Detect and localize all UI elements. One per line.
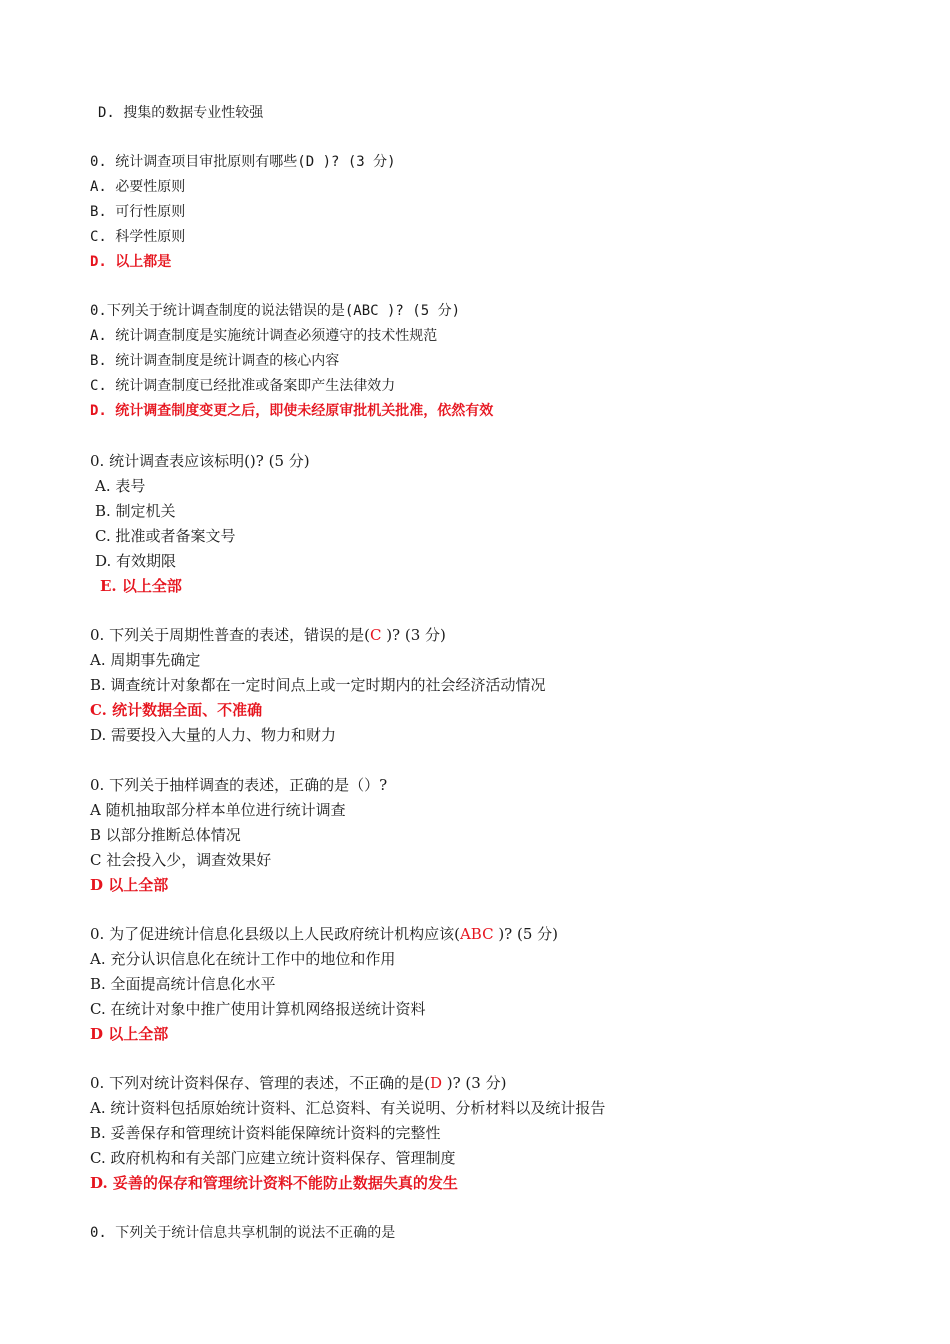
q4-option-d: D. 需要投入大量的人力、物力和财力 [90,726,337,744]
q3-option-a: A. 表号 [95,477,146,495]
q2-option-b: B. 统计调查制度是统计调查的核心内容 [90,353,340,369]
q7-score: )? (3 分) [441,1074,507,1092]
question-2: 0.下列关于统计调查制度的说法错误的是(ABC )? (5 分) [90,303,461,319]
q5-option-a: A 随机抽取部分样本单位进行统计调查 [90,801,346,819]
question-3: 0. 统计调查表应该标明()? (5 分) [90,452,310,470]
q5-option-d-answer: D 以上全部 [90,876,169,894]
q7-answer: D [429,1074,442,1092]
q6-option-c: C. 在统计对象中推广使用计算机网络报送统计资料 [90,1000,426,1018]
question-6 [90,924,558,944]
q1-option-a: A. 必要性原则 [90,179,186,195]
q1-option-d-answer: D. 以上都是 [90,254,172,270]
question-7 [90,1073,506,1093]
q6-option-d-answer: D 以上全部 [90,1025,169,1043]
option-d-prev: D. 搜集的数据专业性较强 [98,105,264,121]
q7-text: 0. 下列对统计资料保存、管理的表述，不正确的是( [90,1074,430,1092]
q3-option-e-answer: E. 以上全部 [100,577,182,595]
q4-option-b: B. 调查统计对象都在一定时间点上或一定时期内的社会经济活动情况 [90,676,546,694]
q5-option-c: C 社会投入少，调查效果好 [90,851,272,869]
q1-option-c: C. 科学性原则 [90,229,186,245]
q3-option-b: B. 制定机关 [95,502,176,520]
q4-score: )? (3 分) [381,626,446,644]
question-1: 0. 统计调查项目审批原则有哪些(D )? (3 分) [90,154,396,170]
q5-option-b: B 以部分推断总体情况 [90,826,241,844]
q2-option-c: C. 统计调查制度已经批准或备案即产生法律效力 [90,378,396,394]
q4-answer: C [369,626,382,644]
question-8: 0. 下列关于统计信息共享机制的说法不正确的是 [90,1225,396,1241]
q4-text: 0. 下列关于周期性普查的表述，错误的是( [90,626,370,644]
q4-option-c-answer: C. 统计数据全面、不准确 [90,701,263,719]
q3-option-d: D. 有效期限 [95,552,177,570]
question-4 [90,625,446,645]
q7-option-d-answer: D. 妥善的保存和管理统计资料不能防止数据失真的发生 [90,1174,458,1192]
q3-option-c: C. 批准或者备案文号 [95,527,236,545]
q6-score: )? (5 分) [493,925,559,943]
q2-option-a: A. 统计调查制度是实施统计调查必须遵守的技术性规范 [90,328,438,344]
q4-option-a: A. 周期事先确定 [90,651,201,669]
q6-option-a: A. 充分认识信息化在统计工作中的地位和作用 [90,950,396,968]
q7-option-b: B. 妥善保存和管理统计资料能保障统计资料的完整性 [90,1124,441,1142]
q6-text: 0. 为了促进统计信息化县级以上人民政府统计机构应该( [90,925,460,943]
question-5: 0. 下列关于抽样调查的表述，正确的是（）? [90,776,388,794]
q6-option-b: B. 全面提高统计信息化水平 [90,975,276,993]
q7-option-a: A. 统计资料包括原始统计资料、汇总资料、有关说明、分析材料以及统计报告 [90,1099,606,1117]
q1-option-b: B. 可行性原则 [90,204,186,220]
q2-option-d-answer: D. 统计调查制度变更之后，即使未经原审批机关批准，依然有效 [90,403,494,419]
q7-option-c: C. 政府机构和有关部门应建立统计资料保存、管理制度 [90,1149,456,1167]
q6-answer: ABC [459,925,494,943]
